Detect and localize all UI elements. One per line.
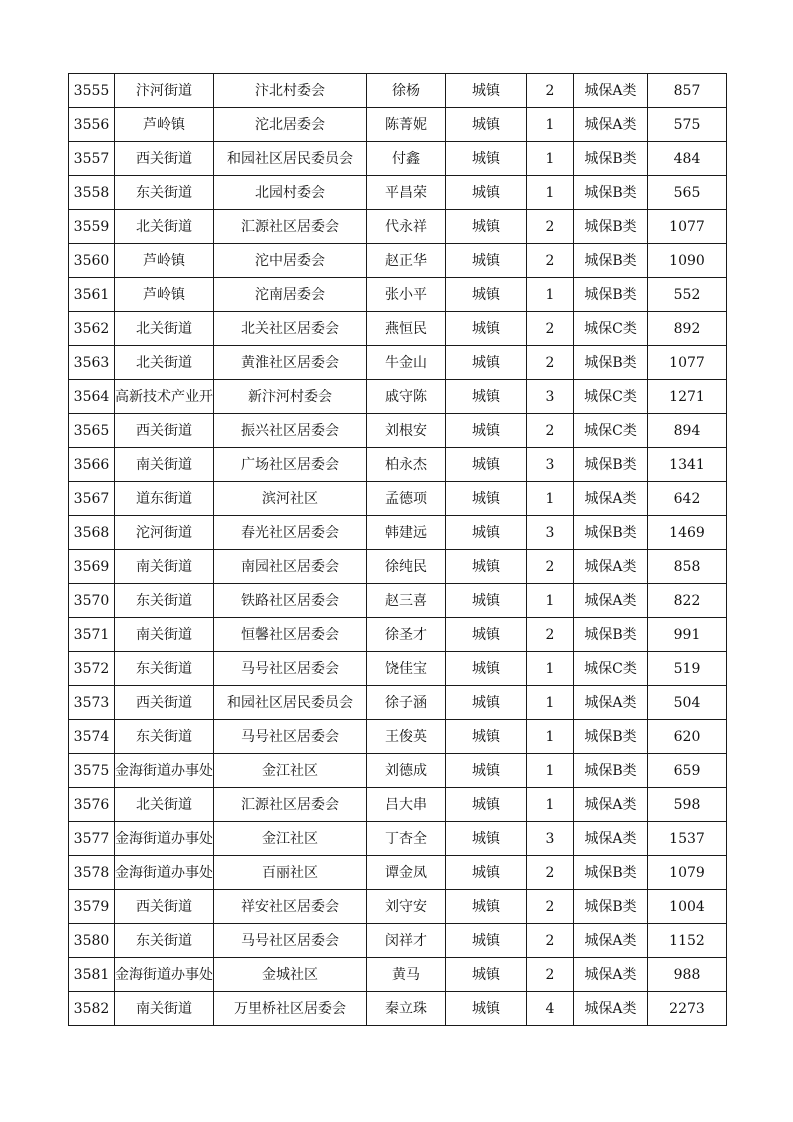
household-type-cell: 城镇	[446, 108, 527, 142]
category-cell: 城保B类	[574, 890, 648, 924]
category-cell: 城保B类	[574, 618, 648, 652]
community-cell: 南园社区居委会	[214, 550, 367, 584]
category-cell: 城保A类	[574, 482, 648, 516]
member-count-cell: 2	[527, 890, 574, 924]
category-cell: 城保B类	[574, 278, 648, 312]
table-row	[69, 312, 727, 346]
street-cell: 北关街道	[115, 346, 214, 380]
table-row	[69, 924, 727, 958]
household-type-cell: 城镇	[446, 312, 527, 346]
community-cell: 沱北居委会	[214, 108, 367, 142]
beneficiary-table	[68, 73, 727, 1026]
table-row	[69, 890, 727, 924]
member-count-cell: 2	[527, 346, 574, 380]
member-count-cell: 1	[527, 720, 574, 754]
member-count-cell: 1	[527, 108, 574, 142]
member-count-cell: 1	[527, 788, 574, 822]
member-count-cell: 1	[527, 176, 574, 210]
household-type-cell: 城镇	[446, 142, 527, 176]
row-id-cell: 3572	[69, 652, 115, 686]
category-cell: 城保A类	[574, 550, 648, 584]
table-row	[69, 380, 727, 414]
community-cell: 新汴河村委会	[214, 380, 367, 414]
name-cell: 赵三喜	[367, 584, 446, 618]
name-cell: 徐子涵	[367, 686, 446, 720]
street-cell: 金海街道办事处	[115, 856, 214, 890]
row-id-cell: 3576	[69, 788, 115, 822]
row-id-cell: 3577	[69, 822, 115, 856]
category-cell: 城保A类	[574, 822, 648, 856]
community-cell: 马号社区居委会	[214, 924, 367, 958]
community-cell: 黄淮社区居委会	[214, 346, 367, 380]
household-type-cell: 城镇	[446, 788, 527, 822]
household-type-cell: 城镇	[446, 278, 527, 312]
table-row	[69, 482, 727, 516]
row-id-cell: 3569	[69, 550, 115, 584]
name-cell: 徐杨	[367, 74, 446, 108]
community-cell: 铁路社区居委会	[214, 584, 367, 618]
member-count-cell: 3	[527, 380, 574, 414]
amount-cell: 894	[648, 414, 727, 448]
category-cell: 城保C类	[574, 312, 648, 346]
member-count-cell: 2	[527, 924, 574, 958]
community-cell: 振兴社区居委会	[214, 414, 367, 448]
street-cell: 金海街道办事处	[115, 754, 214, 788]
table-row	[69, 992, 727, 1026]
name-cell: 秦立珠	[367, 992, 446, 1026]
amount-cell: 1341	[648, 448, 727, 482]
household-type-cell: 城镇	[446, 448, 527, 482]
category-cell: 城保A类	[574, 958, 648, 992]
category-cell: 城保B类	[574, 346, 648, 380]
community-cell: 金江社区	[214, 822, 367, 856]
street-cell: 金海街道办事处	[115, 958, 214, 992]
row-id-cell: 3555	[69, 74, 115, 108]
category-cell: 城保A类	[574, 992, 648, 1026]
street-cell: 东关街道	[115, 720, 214, 754]
street-cell: 南关街道	[115, 448, 214, 482]
street-cell: 汴河街道	[115, 74, 214, 108]
name-cell: 徐圣才	[367, 618, 446, 652]
name-cell: 牛金山	[367, 346, 446, 380]
amount-cell: 598	[648, 788, 727, 822]
table-row	[69, 720, 727, 754]
table-row	[69, 414, 727, 448]
amount-cell: 858	[648, 550, 727, 584]
street-cell: 东关街道	[115, 176, 214, 210]
member-count-cell: 2	[527, 414, 574, 448]
street-cell: 南关街道	[115, 618, 214, 652]
member-count-cell: 1	[527, 278, 574, 312]
table-row	[69, 856, 727, 890]
row-id-cell: 3568	[69, 516, 115, 550]
row-id-cell: 3565	[69, 414, 115, 448]
row-id-cell: 3557	[69, 142, 115, 176]
member-count-cell: 2	[527, 618, 574, 652]
table-row	[69, 74, 727, 108]
amount-cell: 1077	[648, 210, 727, 244]
row-id-cell: 3558	[69, 176, 115, 210]
amount-cell: 552	[648, 278, 727, 312]
street-cell: 西关街道	[115, 686, 214, 720]
member-count-cell: 2	[527, 958, 574, 992]
amount-cell: 1537	[648, 822, 727, 856]
community-cell: 北园村委会	[214, 176, 367, 210]
name-cell: 徐纯民	[367, 550, 446, 584]
household-type-cell: 城镇	[446, 720, 527, 754]
amount-cell: 659	[648, 754, 727, 788]
category-cell: 城保A类	[574, 686, 648, 720]
table-row	[69, 788, 727, 822]
name-cell: 刘守安	[367, 890, 446, 924]
household-type-cell: 城镇	[446, 346, 527, 380]
amount-cell: 519	[648, 652, 727, 686]
household-type-cell: 城镇	[446, 822, 527, 856]
name-cell: 陈菁妮	[367, 108, 446, 142]
category-cell: 城保B类	[574, 856, 648, 890]
household-type-cell: 城镇	[446, 958, 527, 992]
name-cell: 代永祥	[367, 210, 446, 244]
amount-cell: 620	[648, 720, 727, 754]
category-cell: 城保B类	[574, 210, 648, 244]
member-count-cell: 1	[527, 482, 574, 516]
name-cell: 平昌荣	[367, 176, 446, 210]
member-count-cell: 3	[527, 448, 574, 482]
name-cell: 燕恒民	[367, 312, 446, 346]
category-cell: 城保B类	[574, 448, 648, 482]
household-type-cell: 城镇	[446, 176, 527, 210]
street-cell: 芦岭镇	[115, 108, 214, 142]
row-id-cell: 3559	[69, 210, 115, 244]
row-id-cell: 3582	[69, 992, 115, 1026]
community-cell: 汇源社区居委会	[214, 210, 367, 244]
amount-cell: 642	[648, 482, 727, 516]
community-cell: 马号社区居委会	[214, 652, 367, 686]
row-id-cell: 3562	[69, 312, 115, 346]
community-cell: 广场社区居委会	[214, 448, 367, 482]
row-id-cell: 3560	[69, 244, 115, 278]
household-type-cell: 城镇	[446, 482, 527, 516]
household-type-cell: 城镇	[446, 584, 527, 618]
street-cell: 西关街道	[115, 142, 214, 176]
member-count-cell: 3	[527, 516, 574, 550]
name-cell: 刘德成	[367, 754, 446, 788]
amount-cell: 1152	[648, 924, 727, 958]
household-type-cell: 城镇	[446, 414, 527, 448]
amount-cell: 1077	[648, 346, 727, 380]
community-cell: 汴北村委会	[214, 74, 367, 108]
row-id-cell: 3578	[69, 856, 115, 890]
row-id-cell: 3567	[69, 482, 115, 516]
table-row	[69, 346, 727, 380]
community-cell: 百丽社区	[214, 856, 367, 890]
amount-cell: 1469	[648, 516, 727, 550]
amount-cell: 1004	[648, 890, 727, 924]
household-type-cell: 城镇	[446, 380, 527, 414]
category-cell: 城保A类	[574, 74, 648, 108]
member-count-cell: 4	[527, 992, 574, 1026]
name-cell: 韩建远	[367, 516, 446, 550]
community-cell: 金城社区	[214, 958, 367, 992]
member-count-cell: 2	[527, 550, 574, 584]
street-cell: 西关街道	[115, 890, 214, 924]
table-row	[69, 210, 727, 244]
amount-cell: 1079	[648, 856, 727, 890]
amount-cell: 1090	[648, 244, 727, 278]
table-row	[69, 278, 727, 312]
community-cell: 和园社区居民委员会	[214, 686, 367, 720]
household-type-cell: 城镇	[446, 754, 527, 788]
name-cell: 戚守陈	[367, 380, 446, 414]
table-row	[69, 584, 727, 618]
community-cell: 北关社区居委会	[214, 312, 367, 346]
member-count-cell: 1	[527, 686, 574, 720]
category-cell: 城保C类	[574, 380, 648, 414]
street-cell: 芦岭镇	[115, 244, 214, 278]
household-type-cell: 城镇	[446, 516, 527, 550]
row-id-cell: 3561	[69, 278, 115, 312]
street-cell: 东关街道	[115, 652, 214, 686]
household-type-cell: 城镇	[446, 686, 527, 720]
amount-cell: 857	[648, 74, 727, 108]
row-id-cell: 3581	[69, 958, 115, 992]
member-count-cell: 2	[527, 312, 574, 346]
name-cell: 黄马	[367, 958, 446, 992]
category-cell: 城保C类	[574, 652, 648, 686]
name-cell: 付鑫	[367, 142, 446, 176]
name-cell: 王俊英	[367, 720, 446, 754]
row-id-cell: 3573	[69, 686, 115, 720]
category-cell: 城保A类	[574, 924, 648, 958]
category-cell: 城保C类	[574, 414, 648, 448]
community-cell: 祥安社区居委会	[214, 890, 367, 924]
household-type-cell: 城镇	[446, 74, 527, 108]
category-cell: 城保B类	[574, 516, 648, 550]
row-id-cell: 3570	[69, 584, 115, 618]
community-cell: 汇源社区居委会	[214, 788, 367, 822]
category-cell: 城保B类	[574, 142, 648, 176]
table-row	[69, 108, 727, 142]
name-cell: 饶佳宝	[367, 652, 446, 686]
member-count-cell: 1	[527, 142, 574, 176]
category-cell: 城保B类	[574, 720, 648, 754]
member-count-cell: 2	[527, 74, 574, 108]
name-cell: 谭金凤	[367, 856, 446, 890]
household-type-cell: 城镇	[446, 890, 527, 924]
name-cell: 吕大串	[367, 788, 446, 822]
member-count-cell: 2	[527, 856, 574, 890]
table-row	[69, 958, 727, 992]
community-cell: 沱中居委会	[214, 244, 367, 278]
amount-cell: 822	[648, 584, 727, 618]
household-type-cell: 城镇	[446, 856, 527, 890]
household-type-cell: 城镇	[446, 992, 527, 1026]
row-id-cell: 3563	[69, 346, 115, 380]
street-cell: 北关街道	[115, 210, 214, 244]
category-cell: 城保A类	[574, 108, 648, 142]
name-cell: 丁杏全	[367, 822, 446, 856]
table-row	[69, 550, 727, 584]
community-cell: 和园社区居民委员会	[214, 142, 367, 176]
amount-cell: 575	[648, 108, 727, 142]
category-cell: 城保A类	[574, 788, 648, 822]
street-cell: 北关街道	[115, 312, 214, 346]
table-row	[69, 686, 727, 720]
amount-cell: 2273	[648, 992, 727, 1026]
member-count-cell: 1	[527, 584, 574, 618]
table-row	[69, 618, 727, 652]
table-row	[69, 652, 727, 686]
member-count-cell: 3	[527, 822, 574, 856]
member-count-cell: 1	[527, 652, 574, 686]
amount-cell: 484	[648, 142, 727, 176]
table-body	[69, 74, 727, 1026]
household-type-cell: 城镇	[446, 924, 527, 958]
row-id-cell: 3556	[69, 108, 115, 142]
member-count-cell: 1	[527, 754, 574, 788]
category-cell: 城保A类	[574, 584, 648, 618]
community-cell: 滨河社区	[214, 482, 367, 516]
street-cell: 东关街道	[115, 924, 214, 958]
name-cell: 张小平	[367, 278, 446, 312]
name-cell: 赵正华	[367, 244, 446, 278]
name-cell: 柏永杰	[367, 448, 446, 482]
household-type-cell: 城镇	[446, 550, 527, 584]
member-count-cell: 2	[527, 210, 574, 244]
table-row	[69, 142, 727, 176]
street-cell: 南关街道	[115, 992, 214, 1026]
community-cell: 马号社区居委会	[214, 720, 367, 754]
name-cell: 闵祥才	[367, 924, 446, 958]
table-row	[69, 516, 727, 550]
community-cell: 金江社区	[214, 754, 367, 788]
table-row	[69, 244, 727, 278]
member-count-cell: 2	[527, 244, 574, 278]
table-row	[69, 754, 727, 788]
category-cell: 城保B类	[574, 244, 648, 278]
row-id-cell: 3574	[69, 720, 115, 754]
street-cell: 沱河街道	[115, 516, 214, 550]
name-cell: 刘根安	[367, 414, 446, 448]
community-cell: 沱南居委会	[214, 278, 367, 312]
row-id-cell: 3564	[69, 380, 115, 414]
table-row	[69, 448, 727, 482]
street-cell: 南关街道	[115, 550, 214, 584]
street-cell: 高新技术产业开	[115, 380, 214, 414]
amount-cell: 892	[648, 312, 727, 346]
name-cell: 孟德项	[367, 482, 446, 516]
amount-cell: 504	[648, 686, 727, 720]
amount-cell: 565	[648, 176, 727, 210]
row-id-cell: 3566	[69, 448, 115, 482]
street-cell: 西关街道	[115, 414, 214, 448]
row-id-cell: 3579	[69, 890, 115, 924]
amount-cell: 1271	[648, 380, 727, 414]
table-row	[69, 822, 727, 856]
amount-cell: 991	[648, 618, 727, 652]
household-type-cell: 城镇	[446, 618, 527, 652]
community-cell: 恒馨社区居委会	[214, 618, 367, 652]
row-id-cell: 3580	[69, 924, 115, 958]
category-cell: 城保B类	[574, 176, 648, 210]
community-cell: 春光社区居委会	[214, 516, 367, 550]
street-cell: 道东街道	[115, 482, 214, 516]
household-type-cell: 城镇	[446, 210, 527, 244]
amount-cell: 988	[648, 958, 727, 992]
street-cell: 东关街道	[115, 584, 214, 618]
category-cell: 城保B类	[574, 754, 648, 788]
street-cell: 芦岭镇	[115, 278, 214, 312]
street-cell: 金海街道办事处	[115, 822, 214, 856]
table-row	[69, 176, 727, 210]
street-cell: 北关街道	[115, 788, 214, 822]
community-cell: 万里桥社区居委会	[214, 992, 367, 1026]
household-type-cell: 城镇	[446, 244, 527, 278]
row-id-cell: 3571	[69, 618, 115, 652]
household-type-cell: 城镇	[446, 652, 527, 686]
row-id-cell: 3575	[69, 754, 115, 788]
